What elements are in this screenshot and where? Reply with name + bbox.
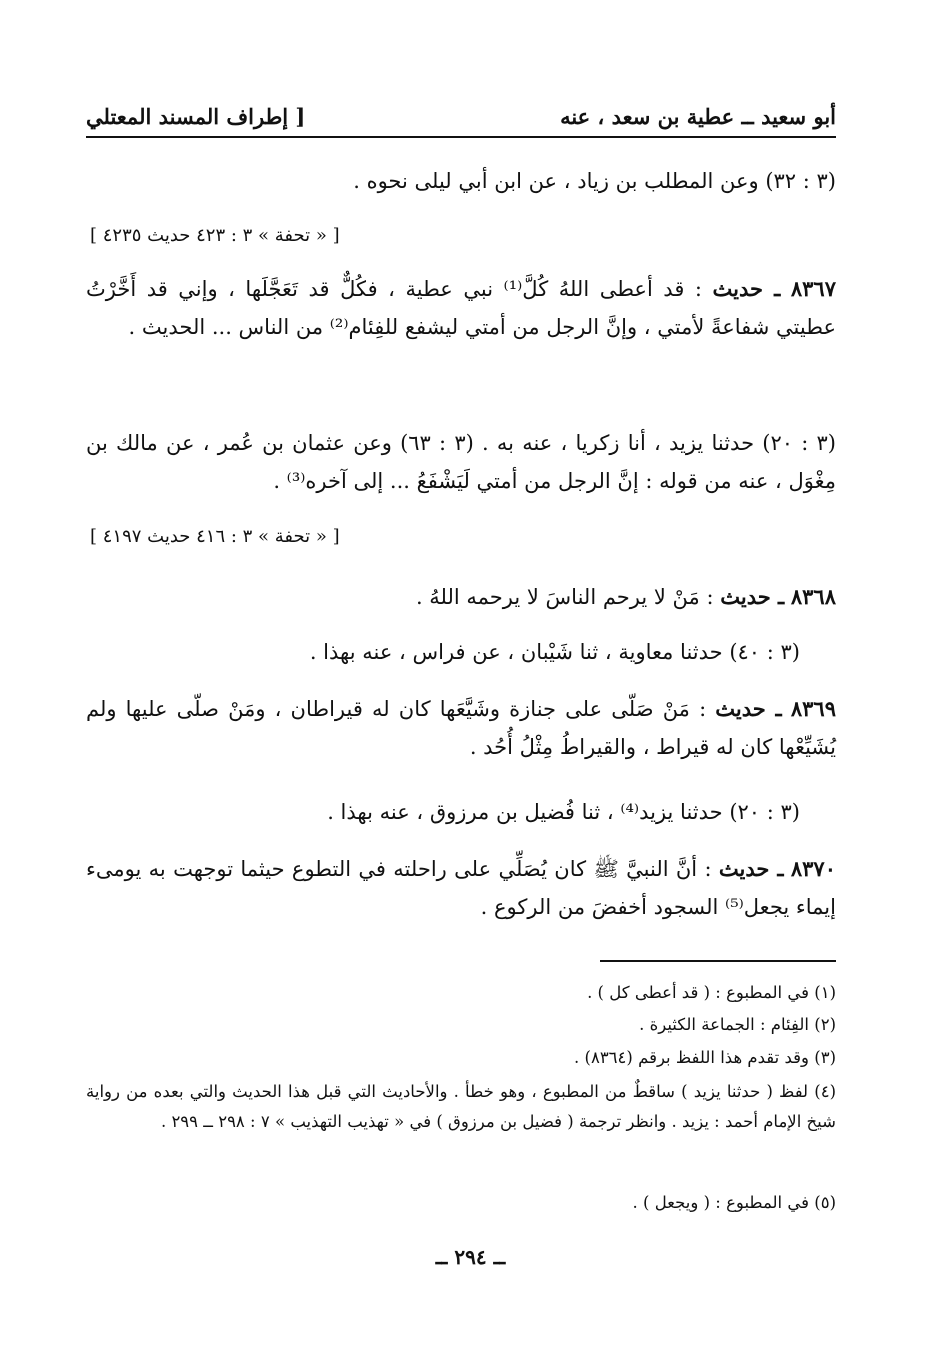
hadith-text: أنَّ النبيَّ ﷺ كان يُصَلِّي على راحلته في التطوع حيثما توجهت به يومىء إيماء يجعل⁽⁵⁾ السجود أخفضَ من الركوع . bbox=[86, 857, 836, 919]
hadith-8369: ٨٣٦٩ ـ حديث : مَنْ صَلّى على جنازة وشَيَّعَها كان له قيراطان ، ومَنْ صلّى عليها ولم يُشَيِّعْها كان له قيراط ، والقيراطُ مِثْلُ أُحُد . bbox=[86, 696, 836, 759]
footnote-1: (١) في المطبوع : ( قد أعطى كل ) . bbox=[587, 983, 836, 1002]
hadith-number: ٨٣٦٩ bbox=[790, 696, 836, 721]
hadith-number: ٨٣٦٨ bbox=[790, 584, 836, 609]
hadith-label: حديث bbox=[715, 696, 766, 721]
hadith-label: حديث bbox=[720, 584, 771, 609]
hadith-8367: ٨٣٦٧ ـ حديث : قد أعطى اللهُ كُلَّ⁽¹⁾ نبي عطية ، فكُلٌّ قد تَعَجَّلَها ، وإني قد أَخَّرْتُ عطيتي شفاعةً لأمتي ، وإنَّ الرجل من أمتي ليشفع للفِئام⁽²⁾ من الناس ... الحديث . bbox=[86, 276, 836, 339]
footnote-2: (٢) الفِئام : الجماعة الكثيرة . bbox=[639, 1015, 836, 1034]
hadith-text: مَنْ لا يرحم الناسَ لا يرحمه اللهُ . bbox=[415, 585, 700, 609]
reference-8369: (٣ : ٢٠) حدثنا يزيد⁽⁴⁾ ، ثنا فُضيل بن مرزوق ، عنه بهذا . bbox=[327, 800, 800, 824]
footnote-5: (٥) في المطبوع : ( ويجعل ) . bbox=[632, 1193, 836, 1212]
header-chapter-title: أبو سعيد ــ عطية بن سعد ، عنه bbox=[560, 104, 836, 129]
hadith-text: قد أعطى اللهُ كُلَّ⁽¹⁾ نبي عطية ، فكُلٌّ قد تَعَجَّلَها ، وإني قد أَخَّرْتُ عطيتي شفاعةً لأمتي ، وإنَّ الرجل من أمتي ليشفع للفِئام⁽²⁾ من الناس ... الحديث . bbox=[86, 277, 836, 339]
reference-8368: (٣ : ٤٠) حدثنا معاوية ، ثنا شَيْبان ، عن فراس ، عنه بهذا . bbox=[309, 640, 800, 664]
reference-8367: (٣ : ٢٠) حدثنا يزيد ، أنا زكريا ، عنه به . (٣ : ٦٣) وعن عثمان بن عُمر ، عن مالك بن مِغْوَل ، عنه من قوله : إنَّ الرجل من أمتي لَيَشْفَعُ ... إلى آخره⁽³⁾ . bbox=[86, 431, 836, 493]
hadith-text: مَنْ صَلّى على جنازة وشَيَّعَها كان له قيراطان ، ومَنْ صلّى عليها ولم يُشَيِّعْها كان له قيراط ، والقيراطُ مِثْلُ أُحُد . bbox=[86, 697, 836, 759]
hadith-8370: ٨٣٧٠ ـ حديث : أنَّ النبيَّ ﷺ كان يُصَلِّي على راحلته في التطوع حيثما توجهت به يومىء إيماء يجعل⁽⁵⁾ السجود أخفضَ من الركوع . bbox=[86, 856, 836, 919]
hadith-number: ٨٣٦٧ bbox=[790, 276, 836, 301]
reference-8366: (٣ : ٣٢) وعن المطلب بن زياد ، عن ابن أبي ليلى نحوه . bbox=[353, 169, 836, 193]
hadith-number: ٨٣٧٠ bbox=[790, 856, 836, 881]
hadith-8368: ٨٣٦٨ ـ حديث : مَنْ لا يرحم الناسَ لا يرحمه اللهُ . bbox=[415, 584, 836, 609]
footnote-divider bbox=[600, 960, 836, 962]
footnote-4: (٤) لفظ ( حدثنا يزيد ) ساقطٌ من المطبوع ، وهو خطأ . والأحاديث التي قبل هذا الحديث والتي بعده من رواية شيخ الإمام أحمد : يزيد . وانظر ترجمة ( فضيل بن مرزوق ) في « تهذيب التهذيب » ٧ : ٢٩٨ ــ ٢٩٩ . bbox=[86, 1082, 836, 1131]
tuhfa-citation-1: [ « تحفة » ٣ : ٤٢٣ حديث ٤٢٣٥ ] bbox=[90, 225, 340, 246]
page-number: ــ ٢٩٤ ــ bbox=[435, 1245, 506, 1269]
hadith-label: حديث bbox=[718, 856, 770, 881]
tuhfa-citation-2: [ « تحفة » ٣ : ٤١٦ حديث ٤١٩٧ ] bbox=[90, 526, 340, 547]
footnote-3: (٣) وقد تقدم هذا اللفظ برقم (٨٣٦٤) . bbox=[574, 1048, 836, 1067]
hadith-label: حديث bbox=[712, 276, 763, 301]
header-book-title: [ إطراف المسند المعتلي bbox=[86, 104, 306, 129]
header-divider bbox=[86, 136, 836, 138]
running-header bbox=[86, 95, 836, 129]
